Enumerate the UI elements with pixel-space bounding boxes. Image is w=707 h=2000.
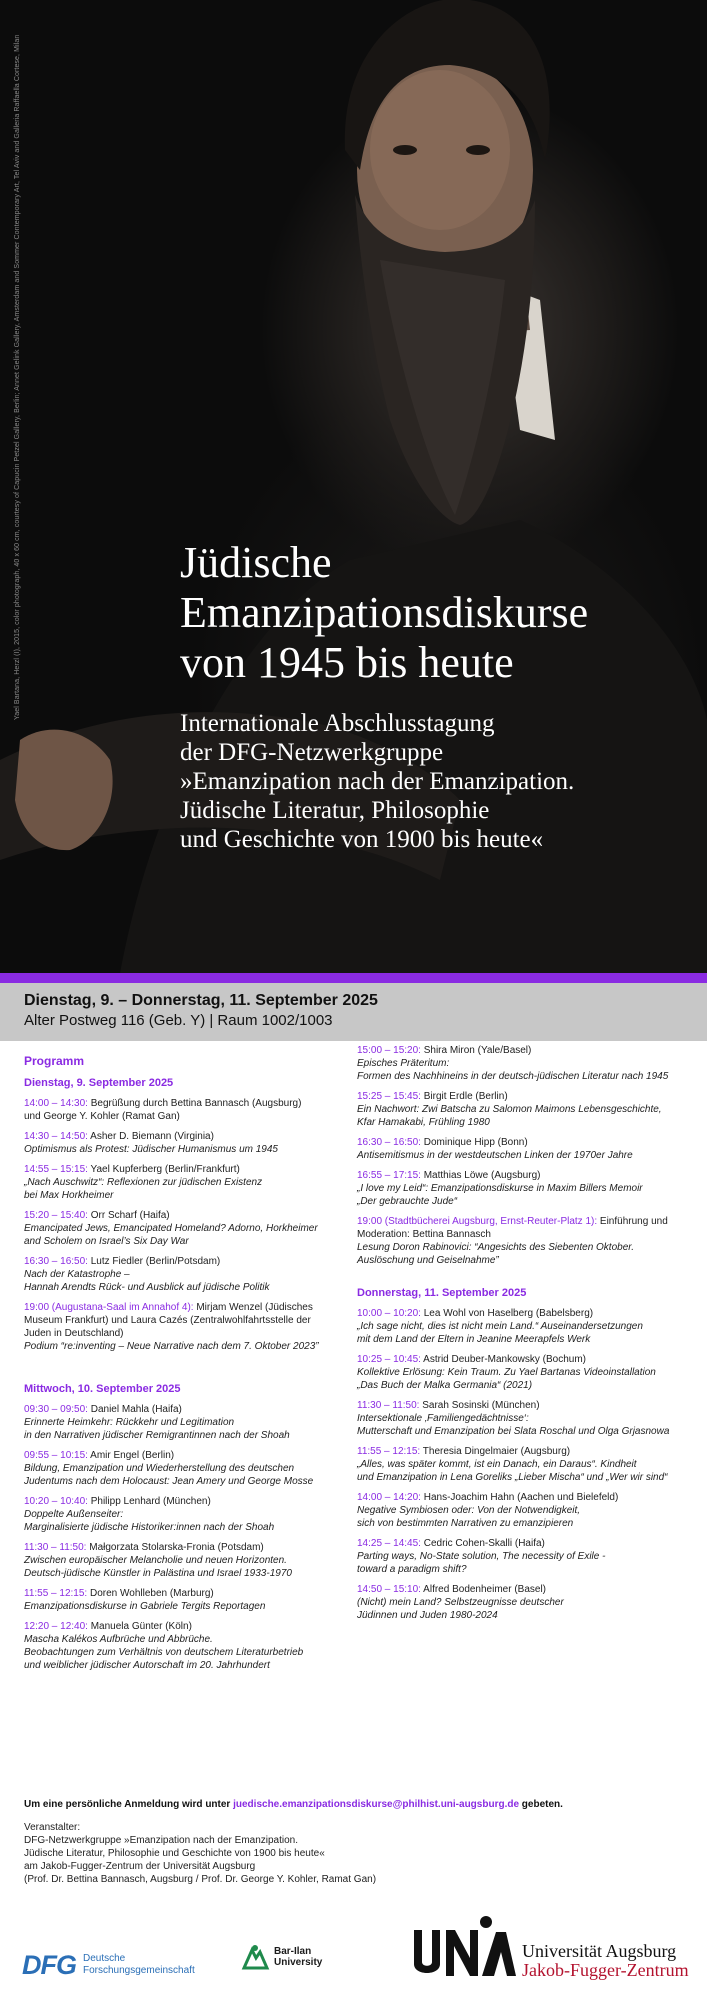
day-entries-wednesday-continued <box>357 1044 692 1267</box>
entry-speaker: Cedric Cohen-Skalli (Haifa) <box>420 1538 545 1549</box>
title-line: Emanzipationsdiskurse <box>180 588 589 637</box>
subtitle-line: Internationale Abschlusstagung <box>180 710 495 737</box>
entry-line <box>357 1136 692 1149</box>
entry-time: 14:50 – 15:10: <box>357 1584 421 1595</box>
program-entry <box>357 1445 692 1484</box>
entry-time: 11:55 – 12:15: <box>24 1588 88 1599</box>
program-entry <box>357 1044 692 1083</box>
entry-talk-title: Negative Symbiosen oder: Von der Notwendigkeit, <box>357 1505 581 1516</box>
entry-talk-title: „Nach Auschwitz“: Reflexionen zur jüdischen Existenz <box>24 1177 263 1188</box>
entry-speaker: Shira Miron (Yale/Basel) <box>420 1045 532 1056</box>
entry-talk-title: und weiblicher jüdischer Autorschaft im 20. Jahrhundert <box>24 1660 270 1671</box>
entry-line <box>24 1541 354 1554</box>
entry-talk-title: Lesung Doron Rabinovici: “Angesichts des Siebenten Oktober. <box>357 1242 635 1253</box>
entry-talk-title: (Nicht) mein Land? Selbstzeugnisse deutscher <box>357 1597 564 1608</box>
program-entry <box>357 1399 692 1438</box>
entry-speaker: Dominique Hipp (Bonn) <box>420 1137 528 1148</box>
entry-line <box>24 1327 354 1340</box>
entry-line <box>357 1090 692 1103</box>
event-location: Alter Postweg 116 (Geb. Y) | Raum 1002/1003 <box>24 1012 333 1029</box>
entry-line <box>357 1491 692 1504</box>
program-entry <box>24 1403 354 1442</box>
program-entry <box>24 1587 354 1613</box>
registration-email-link[interactable]: juedische.emanzipationsdiskurse@philhist.uni-augsburg.de <box>233 1799 520 1810</box>
poster-subtitle <box>180 709 700 854</box>
entry-line <box>357 1445 692 1458</box>
program-entry <box>24 1130 354 1156</box>
program-entry <box>357 1169 692 1208</box>
entry-speaker: Amir Engel (Berlin) <box>87 1450 175 1461</box>
program-entry <box>357 1491 692 1530</box>
entry-time: 09:30 – 09:50: <box>24 1404 88 1415</box>
program-entry <box>24 1620 354 1672</box>
uni-augsburg-wordmark <box>522 1942 689 1980</box>
entry-time: 14:55 – 15:15: <box>24 1164 88 1175</box>
entry-talk-title: Mutterschaft und Emanzipation bei Slata Roschal und Olga Grjasnowa <box>357 1426 670 1437</box>
program-heading: Programm <box>24 1054 85 1068</box>
entry-talk-title: Zwischen europäischer Melancholie und neuen Horizonten. <box>24 1555 287 1566</box>
entry-talk-title: „Alles, was später kommt, ist ein Danach, ein Daraus“. Kindheit <box>357 1459 637 1470</box>
entry-talk-title: Emanzipationsdiskurse in Gabriele Tergits Reportagen <box>24 1601 266 1612</box>
program-column-left <box>24 1076 354 1679</box>
uni-augsburg-line: Universität Augsburg <box>522 1941 677 1961</box>
entry-line <box>24 1163 354 1176</box>
entry-talk-title: Auslöschung und Geiselnahme” <box>357 1255 499 1266</box>
entry-time: 12:20 – 12:40: <box>24 1621 88 1632</box>
registration-text: Um eine persönliche Anmeldung wird unter <box>24 1799 234 1810</box>
program-entry <box>357 1537 692 1576</box>
dfg-logo <box>22 1950 195 1980</box>
day-entries-wednesday <box>24 1403 354 1672</box>
entry-speaker: Museum Frankfurt) und Laura Cazés (Zentralwohlfahrtsstelle der <box>24 1315 311 1326</box>
program-entry <box>357 1307 692 1346</box>
entry-talk-title: Kfar Hamakabi, Frühling 1980 <box>357 1117 490 1128</box>
entry-talk-title: Bildung, Emanzipation und Wiederherstellung des deutschen <box>24 1463 295 1474</box>
entry-talk-title: sich von bestimmten Narrativen zu emanzipieren <box>357 1518 574 1529</box>
bar-ilan-line: University <box>274 1957 323 1968</box>
program-entry <box>357 1090 692 1129</box>
day-entries-thursday <box>357 1307 692 1622</box>
entry-time: 14:00 – 14:20: <box>357 1492 421 1503</box>
entry-speaker: Einführung und <box>597 1216 668 1227</box>
entry-talk-title: Marginalisierte jüdische Historiker:innen nach der Shoah <box>24 1522 275 1533</box>
entry-line <box>24 1587 354 1600</box>
entry-line <box>357 1307 692 1320</box>
organizer-line: (Prof. Dr. Bettina Bannasch, Augsburg / Prof. Dr. George Y. Kohler, Ramat Gan) <box>24 1874 377 1885</box>
entry-time: 14:25 – 14:45: <box>357 1538 421 1549</box>
entry-talk-title: und Emanzipation in Lena Goreliks „Lieber Mischa“ und „Wer wir sind“ <box>357 1472 668 1483</box>
organizer-line: am Jakob-Fugger-Zentrum der Universität Augsburg <box>24 1861 256 1872</box>
entry-line <box>24 1110 354 1123</box>
entry-time: 15:20 – 15:40: <box>24 1210 88 1221</box>
program-entry <box>357 1136 692 1162</box>
program-entry <box>24 1163 354 1202</box>
organizer-line: DFG-Netzwerkgruppe »Emanzipation nach der Emanzipation. <box>24 1835 299 1846</box>
entry-line <box>24 1495 354 1508</box>
entry-time: 10:20 – 10:40: <box>24 1496 88 1507</box>
entry-speaker: Astrid Deuber-Mankowsky (Bochum) <box>420 1354 587 1365</box>
entry-speaker: Sarah Sosinski (München) <box>419 1400 540 1411</box>
hero-poster-image <box>0 0 707 973</box>
entry-time: 15:00 – 15:20: <box>357 1045 421 1056</box>
day-entries-tuesday <box>24 1097 354 1353</box>
entry-speaker: Juden in Deutschland) <box>24 1328 124 1339</box>
entry-line <box>24 1097 354 1110</box>
uni-augsburg-emblem-icon <box>410 1914 518 1984</box>
entry-talk-title: Jüdinnen und Juden 1980-2024 <box>357 1610 498 1621</box>
entry-time: 16:30 – 16:50: <box>357 1137 421 1148</box>
bar-ilan-logo <box>240 1935 348 1979</box>
program-entry <box>24 1301 354 1353</box>
entry-line <box>357 1537 692 1550</box>
entry-time: 19:00 (Augustana-Saal im Annahof 4): <box>24 1302 194 1313</box>
entry-line <box>357 1399 692 1412</box>
entry-line <box>357 1044 692 1057</box>
entry-speaker: Daniel Mahla (Haifa) <box>87 1404 182 1415</box>
entry-talk-title: „I love my Leid“: Emanzipationsdiskurse in Maxim Billers Memoir <box>357 1183 643 1194</box>
entry-talk-title: in den Narrativen jüdischer Remigrantinnen nach der Shoah <box>24 1430 290 1441</box>
poster-title <box>180 538 680 688</box>
title-line: von 1945 bis heute <box>180 638 514 687</box>
program-entry <box>357 1583 692 1622</box>
entry-speaker: Doren Wohlleben (Marburg) <box>87 1588 214 1599</box>
entry-talk-title: Parting ways, No-State solution, The necessity of Exile - <box>357 1551 606 1562</box>
title-line: Jüdische <box>180 538 332 587</box>
entry-speaker: Asher D. Biemann (Virginia) <box>87 1131 214 1142</box>
entry-talk-title: Intersektionale ‚Familiengedächtnisse‘: <box>357 1413 529 1424</box>
entry-time: 11:30 – 11:50: <box>24 1542 87 1553</box>
entry-speaker: Małgorzata Stolarska-Fronia (Potsdam) <box>86 1542 264 1553</box>
entry-speaker: Lutz Fiedler (Berlin/Potsdam) <box>87 1256 221 1267</box>
dfg-line: Forschungsgemeinschaft <box>83 1965 195 1976</box>
entry-line <box>24 1314 354 1327</box>
entry-line <box>24 1130 354 1143</box>
program-entry <box>24 1209 354 1248</box>
entry-talk-title: Deutsch-jüdische Künstler in Palästina und Israel 1933-1970 <box>24 1568 292 1579</box>
entry-time: 11:55 – 12:15: <box>357 1446 421 1457</box>
entry-time: 16:30 – 16:50: <box>24 1256 88 1267</box>
entry-talk-title: Judentums nach dem Holocaust: Jean Amery und George Mosse <box>24 1476 314 1487</box>
photo-credit: Yael Bartana, Herzl (I), 2015, color photograph, 40 x 60 cm, courtesy of Capucin Petzel Gallery, Berlin; Annet Gelink Gallery, Amsterdam and Sommer Contemporary Art, Tel Aviv and Galleria Raffaella Cortese, Milan <box>14 34 21 720</box>
program-column-right <box>357 1044 692 1629</box>
entry-speaker: Matthias Löwe (Augsburg) <box>420 1170 541 1181</box>
entry-speaker: Moderation: Bettina Bannasch <box>357 1229 491 1240</box>
entry-speaker: Orr Scharf (Haifa) <box>87 1210 170 1221</box>
entry-line <box>24 1255 354 1268</box>
registration-note <box>24 1799 563 1810</box>
bar-ilan-line: Bar-Ilan <box>274 1946 312 1957</box>
date-band <box>0 983 707 1041</box>
entry-speaker: Theresia Dingelmaier (Augsburg) <box>420 1446 571 1457</box>
entry-speaker: Philipp Lenhard (München) <box>87 1496 211 1507</box>
bar-ilan-emblem-icon <box>240 1942 270 1972</box>
entry-speaker: Manuela Günter (Köln) <box>87 1621 192 1632</box>
entry-talk-title: Episches Präteritum: <box>357 1058 450 1069</box>
organizer-line: Veranstalter: <box>24 1822 81 1833</box>
entry-talk-title: Mascha Kalékos Aufbrüche und Abbrüche. <box>24 1634 213 1645</box>
entry-line <box>357 1583 692 1596</box>
entry-time: 14:00 – 14:30: <box>24 1098 88 1109</box>
dfg-line: Deutsche <box>83 1953 126 1964</box>
subtitle-line: »Emanzipation nach der Emanzipation. <box>180 768 575 795</box>
entry-time: 15:25 – 15:45: <box>357 1091 421 1102</box>
jfz-line: Jakob-Fugger-Zentrum <box>522 1960 689 1980</box>
entry-time: 10:25 – 10:45: <box>357 1354 421 1365</box>
entry-talk-title: Kollektive Erlösung: Kein Traum. Zu Yael Bartanas Videoinstallation <box>357 1367 656 1378</box>
entry-speaker: Yael Kupferberg (Berlin/Frankfurt) <box>87 1164 240 1175</box>
entry-talk-title: Optimismus als Protest: Jüdischer Humanismus um 1945 <box>24 1144 278 1155</box>
entry-talk-title: „Das Buch der Malka Germania“ (2021) <box>357 1380 533 1391</box>
entry-talk-title: and Scholem on Israel’s Six Day War <box>24 1236 189 1247</box>
subtitle-line: und Geschichte von 1900 bis heute« <box>180 826 544 853</box>
entry-talk-title: Beobachtungen zum Verhältnis von deutschem Literaturbetrieb <box>24 1647 304 1658</box>
entry-time: 11:30 – 11:50: <box>357 1400 420 1411</box>
entry-line <box>24 1301 354 1314</box>
dfg-wordmark <box>83 1953 195 1977</box>
entry-speaker: und George Y. Kohler (Ramat Gan) <box>24 1111 180 1122</box>
entry-time: 14:30 – 14:50: <box>24 1131 88 1142</box>
entry-talk-title: „Der gebrauchte Jude“ <box>357 1196 458 1207</box>
uni-augsburg-logo <box>410 1914 700 1984</box>
entry-talk-title: Formen des Nachhineins in der deutsch-jüdischen Literatur nach 1945 <box>357 1071 669 1082</box>
program-entry <box>357 1353 692 1392</box>
accent-bar <box>0 973 707 983</box>
entry-time: 16:55 – 17:15: <box>357 1170 421 1181</box>
entry-speaker: Mirjam Wenzel (Jüdisches <box>193 1302 313 1313</box>
entry-speaker: Lea Wohl von Haselberg (Babelsberg) <box>420 1308 594 1319</box>
day-heading: Mittwoch, 10. September 2025 <box>24 1383 181 1395</box>
entry-talk-title: mit dem Land der Eltern in Jeanine Meerapfels Werk <box>357 1334 591 1345</box>
event-dates: Dienstag, 9. – Donnerstag, 11. September 2025 <box>24 992 378 1009</box>
entry-talk-title: bei Max Horkheimer <box>24 1190 114 1201</box>
entry-speaker: Begrüßung durch Bettina Bannasch (Augsburg) <box>87 1098 302 1109</box>
entry-speaker: Birgit Erdle (Berlin) <box>420 1091 508 1102</box>
organizer-info <box>24 1821 376 1886</box>
entry-talk-title: „Ich sage nicht, dies ist nicht mein Land.“ Auseinandersetzungen <box>357 1321 643 1332</box>
entry-time: 10:00 – 10:20: <box>357 1308 421 1319</box>
entry-time: 19:00 (Stadtbücherei Augsburg, Ernst-Reuter-Platz 1): <box>357 1216 598 1227</box>
program-entry <box>24 1097 354 1123</box>
entry-line <box>24 1209 354 1222</box>
program-entry <box>24 1541 354 1580</box>
day-heading: Donnerstag, 11. September 2025 <box>357 1287 527 1299</box>
entry-speaker: Hans-Joachim Hahn (Aachen und Bielefeld) <box>420 1492 619 1503</box>
entry-line <box>357 1228 692 1241</box>
dfg-mark: DFG <box>22 1949 76 1980</box>
entry-talk-title: Hannah Arendts Rück- und Ausblick auf jüdische Politik <box>24 1282 270 1293</box>
entry-talk-title: Emancipated Jews, Emancipated Homeland? Adorno, Horkheimer <box>24 1223 318 1234</box>
entry-line <box>24 1449 354 1462</box>
entry-talk-title: Ein Nachwort: Zwi Batscha zu Salomon Maimons Lebensgeschichte, <box>357 1104 662 1115</box>
entry-line <box>357 1215 692 1228</box>
entry-talk-title: Antisemitismus in der westdeutschen Linken der 1970er Jahre <box>357 1150 633 1161</box>
subtitle-line: Jüdische Literatur, Philosophie <box>180 797 490 824</box>
program-entry <box>24 1495 354 1534</box>
bar-ilan-wordmark <box>274 1946 322 1968</box>
entry-line <box>24 1403 354 1416</box>
registration-text-end: gebeten. <box>519 1799 563 1810</box>
entry-talk-title: Erinnerte Heimkehr: Rückkehr und Legitimation <box>24 1417 235 1428</box>
program-entry <box>357 1215 692 1267</box>
program-entry <box>24 1449 354 1488</box>
entry-speaker: Alfred Bodenheimer (Basel) <box>420 1584 547 1595</box>
entry-line <box>357 1353 692 1366</box>
entry-talk-title: toward a paradigm shift? <box>357 1564 467 1575</box>
day-heading: Dienstag, 9. September 2025 <box>24 1077 174 1089</box>
entry-line <box>24 1620 354 1633</box>
entry-talk-title: Podium “re:inventing – Neue Narrative nach dem 7. Oktober 2023” <box>24 1341 319 1352</box>
program-entry <box>24 1255 354 1294</box>
organizer-line: Jüdische Literatur, Philosophie und Geschichte von 1900 bis heute« <box>24 1848 325 1859</box>
entry-talk-title: Nach der Katastrophe – <box>24 1269 130 1280</box>
entry-line <box>357 1169 692 1182</box>
entry-time: 09:55 – 10:15: <box>24 1450 88 1461</box>
entry-talk-title: Doppelte Außenseiter: <box>24 1509 124 1520</box>
subtitle-line: der DFG-Netzwerkgruppe <box>180 739 444 766</box>
